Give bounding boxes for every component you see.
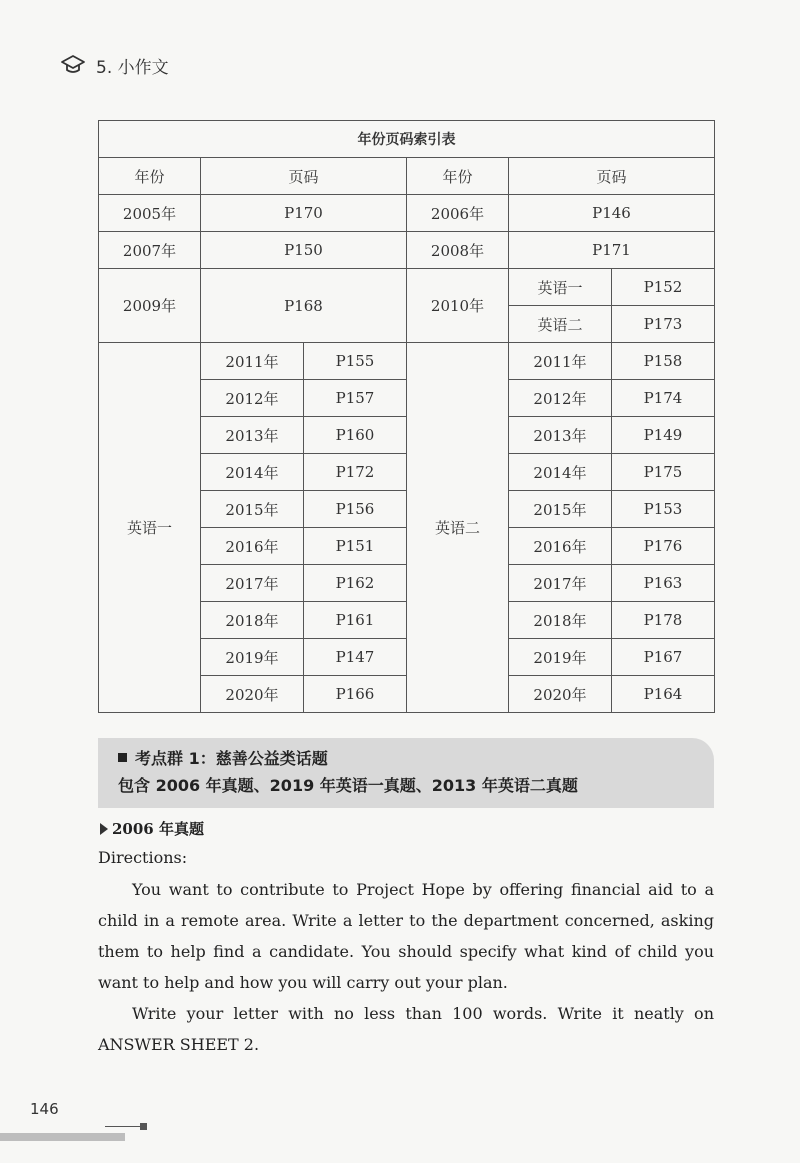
year-cell: 2009年 (99, 269, 201, 343)
page-cell: P151 (304, 528, 407, 565)
page-cell: P168 (201, 269, 407, 343)
table-header-row (99, 158, 715, 195)
page-cell: P162 (304, 565, 407, 602)
graduation-cap-icon (60, 52, 86, 78)
topic-group-subtitle: 包含 2006 年真题、2019 年英语一真题、2013 年英语二真题 (118, 776, 578, 795)
page-number: 146 (30, 1100, 59, 1118)
exam-type-cell: 英语一 (509, 269, 612, 306)
year-cell: 2012年 (509, 380, 612, 417)
year-cell: 2007年 (99, 232, 201, 269)
header-cell: 年份 (99, 158, 201, 195)
footer-dot (140, 1123, 147, 1130)
page-cell: P164 (612, 676, 715, 713)
year-cell: 2017年 (509, 565, 612, 602)
page-cell: P174 (612, 380, 715, 417)
page-cell: P167 (612, 639, 715, 676)
year-cell: 2015年 (509, 491, 612, 528)
directions-paragraph: Write your letter with no less than 100 words. Write it neatly on ANSWER SHEET 2. (98, 1004, 714, 1054)
topic-group-banner (98, 738, 714, 808)
exam-year-label: 2006 年真题 (112, 820, 204, 838)
page-cell: P160 (304, 417, 407, 454)
year-cell: 2012年 (201, 380, 304, 417)
year-cell: 2020年 (509, 676, 612, 713)
group-label-english2: 英语二 (407, 343, 509, 713)
year-cell: 2010年 (407, 269, 509, 343)
page-cell: P173 (612, 306, 715, 343)
year-cell: 2015年 (201, 491, 304, 528)
page-cell: P172 (304, 454, 407, 491)
group-label-english1: 英语一 (99, 343, 201, 713)
table-row (99, 232, 715, 269)
header-cell: 页码 (509, 158, 715, 195)
page-cell: P161 (304, 602, 407, 639)
year-cell: 2014年 (201, 454, 304, 491)
year-cell: 2017年 (201, 565, 304, 602)
year-cell: 2013年 (201, 417, 304, 454)
directions-label: Directions: (98, 848, 188, 867)
page-cell: P152 (612, 269, 715, 306)
year-cell: 2016年 (509, 528, 612, 565)
directions-paragraph: You want to contribute to Project Hope by offering financial aid to a child in a remote area. Write a letter to the department concerned, asking them to help find a candidate. You should specify what kind of child you want to help and how you will carry out your plan. (98, 880, 714, 992)
year-cell: 2018年 (509, 602, 612, 639)
topic-group-title: 考点群 1：慈善公益类话题 (135, 749, 328, 768)
header-cell: 页码 (201, 158, 407, 195)
year-cell: 2019年 (201, 639, 304, 676)
page-cell: P153 (612, 491, 715, 528)
year-cell: 2013年 (509, 417, 612, 454)
exam-year-heading (100, 818, 204, 839)
page-cell: P158 (612, 343, 715, 380)
page-cell: P149 (612, 417, 715, 454)
chapter-title: 5. 小作文 (96, 57, 169, 78)
page-cell: P171 (509, 232, 715, 269)
year-cell: 2020年 (201, 676, 304, 713)
year-cell: 2019年 (509, 639, 612, 676)
square-bullet-icon (118, 753, 127, 762)
page-cell: P163 (612, 565, 715, 602)
page-cell: P170 (201, 195, 407, 232)
page-cell: P178 (612, 602, 715, 639)
chapter-header (60, 52, 169, 78)
footer-line (105, 1126, 141, 1127)
exam-type-cell: 英语二 (509, 306, 612, 343)
page-cell: P175 (612, 454, 715, 491)
year-page-index-table (98, 120, 715, 713)
triangle-bullet-icon (100, 823, 108, 835)
table-row (99, 343, 715, 380)
page-cell: P147 (304, 639, 407, 676)
year-cell: 2018年 (201, 602, 304, 639)
year-cell: 2008年 (407, 232, 509, 269)
year-cell: 2011年 (509, 343, 612, 380)
page-cell: P156 (304, 491, 407, 528)
page-cell: P146 (509, 195, 715, 232)
page-cell: P150 (201, 232, 407, 269)
header-cell: 年份 (407, 158, 509, 195)
page-cell: P157 (304, 380, 407, 417)
footer-bar (0, 1133, 125, 1141)
year-cell: 2014年 (509, 454, 612, 491)
year-cell: 2006年 (407, 195, 509, 232)
table-title: 年份页码索引表 (99, 121, 715, 158)
page-cell: P166 (304, 676, 407, 713)
page-cell: P176 (612, 528, 715, 565)
page-cell: P155 (304, 343, 407, 380)
year-cell: 2005年 (99, 195, 201, 232)
table-row (99, 269, 715, 306)
year-cell: 2016年 (201, 528, 304, 565)
year-cell: 2011年 (201, 343, 304, 380)
table-row (99, 195, 715, 232)
